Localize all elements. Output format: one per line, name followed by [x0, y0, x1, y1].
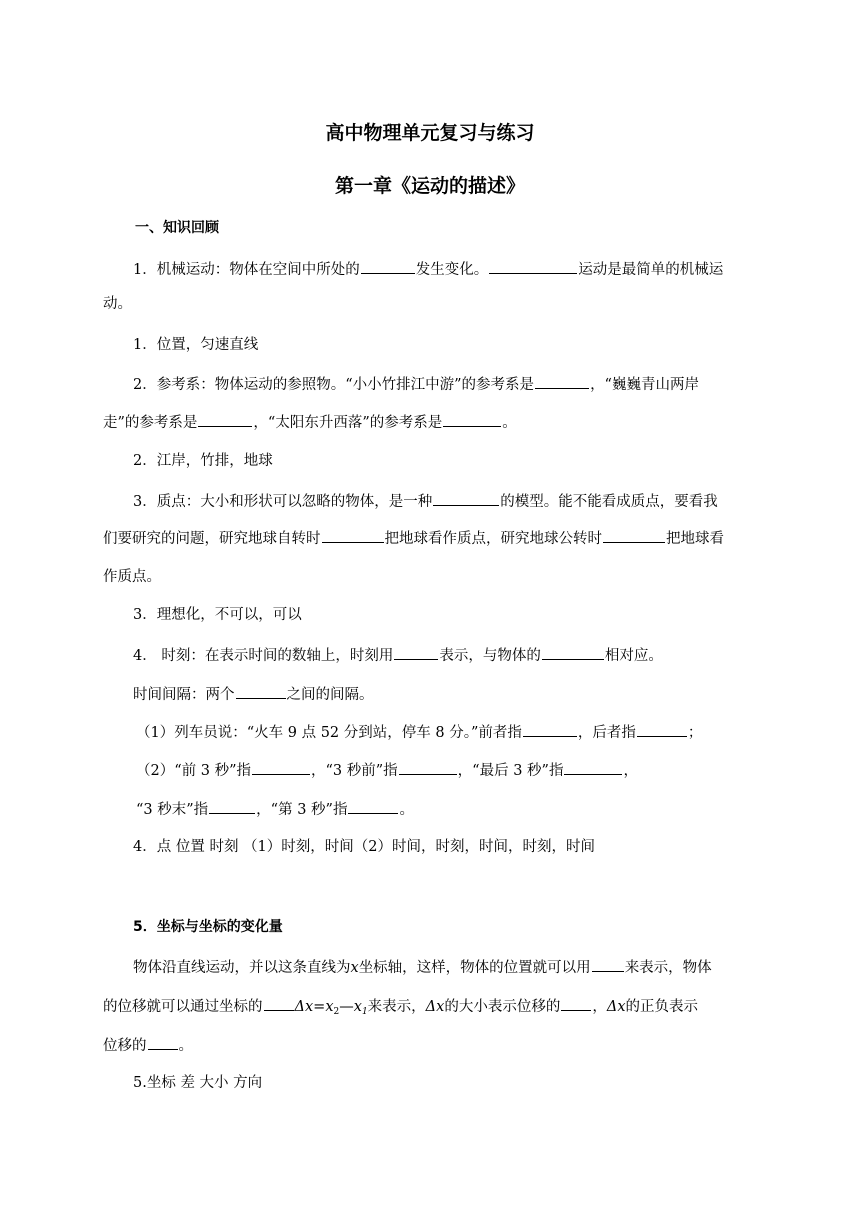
answer-blank[interactable]: [148, 1035, 178, 1050]
answer-blank[interactable]: [236, 684, 286, 699]
answer-blank[interactable]: [523, 722, 577, 737]
page-title: 高中物理单元复习与练习: [325, 122, 535, 144]
answer-blank[interactable]: [252, 760, 310, 775]
answer-blank[interactable]: [433, 491, 499, 506]
question-3-line-3: 作质点。: [103, 569, 161, 585]
answer-blank[interactable]: [542, 645, 604, 660]
answer-1: 1．位置，匀速直线: [133, 337, 259, 353]
question-1-line-2: 动。: [103, 296, 132, 312]
answer-blank[interactable]: [443, 412, 501, 427]
question-2-line-2: 走”的参考系是 ，“太阳东升西落”的参考系是 。: [103, 412, 517, 432]
answer-blank[interactable]: [489, 259, 577, 274]
answer-blank[interactable]: [535, 374, 589, 389]
question-4-line-2: 时间间隔：两个 之间的间隔。: [133, 684, 374, 704]
question-1-line-1: 1．机械运动：物体在空间中所处的 发生变化。 运动是最简单的机械运: [133, 259, 723, 279]
question-5-line-2: 的位移就可以通过坐标的 $\Delta x=x_2—x_1$来表示，Δx的大小表示位移的 ，Δx的正负表示: [103, 996, 698, 1021]
answer-blank[interactable]: [394, 645, 438, 660]
answer-blank[interactable]: [561, 996, 591, 1011]
question-3-line-2: 们要研究的问题，研究地球自转时 把地球看作质点，研究地球公转时 把地球看: [103, 528, 724, 548]
answer-blank[interactable]: [348, 799, 398, 814]
section-heading-coordinates: 5．坐标与坐标的变化量: [133, 919, 283, 935]
question-2-line-1: 2．参考系：物体运动的参照物。“小小竹排江中游”的参考系是 ，“巍巍青山两岸: [133, 374, 699, 394]
answer-blank[interactable]: [637, 722, 687, 737]
question-4-line-4: （2）“前 3 秒”指 ，“3 秒前”指 ，“最后 3 秒”指 ，: [136, 760, 638, 780]
answer-3: 3．理想化，不可以，可以: [133, 607, 302, 623]
answer-blank[interactable]: [322, 528, 384, 543]
answer-blank[interactable]: [603, 528, 665, 543]
question-4-line-1: 4． 时刻：在表示时间的数轴上，时刻用 表示，与物体的 相对应。: [133, 645, 663, 665]
answer-blank[interactable]: [399, 760, 457, 775]
question-5-line-3: 位移的 。: [103, 1035, 193, 1055]
answer-4: 4．点 位置 时刻 （1）时刻，时间（2）时间，时刻，时间，时刻，时间: [133, 839, 596, 855]
answer-blank[interactable]: [264, 996, 294, 1011]
question-3-line-1: 3．质点：大小和形状可以忽略的物体，是一种 的模型。能不能看成质点，要看我: [133, 491, 718, 511]
answer-2: 2．江岸，竹排，地球: [133, 453, 273, 469]
section-heading-review: 一、知识回顾: [135, 220, 219, 236]
answer-blank[interactable]: [592, 957, 624, 972]
answer-blank[interactable]: [209, 799, 255, 814]
answer-blank[interactable]: [361, 259, 415, 274]
answer-blank[interactable]: [564, 760, 622, 775]
question-5-line-1: 物体沿直线运动，并以这条直线为x坐标轴，这样，物体的位置就可以用 来表示，物体: [133, 957, 712, 977]
answer-blank[interactable]: [198, 412, 252, 427]
question-4-line-3: （1）列车员说：“火车 9 点 52 分到站，停车 8 分。”前者指 ，后者指 ；: [136, 722, 702, 742]
question-4-line-5: “3 秒末”指 ，“第 3 秒”指 。: [136, 799, 414, 819]
answer-5: 5.坐标 差 大小 方向: [133, 1075, 263, 1091]
chapter-title: 第一章《运动的描述》: [334, 175, 525, 197]
